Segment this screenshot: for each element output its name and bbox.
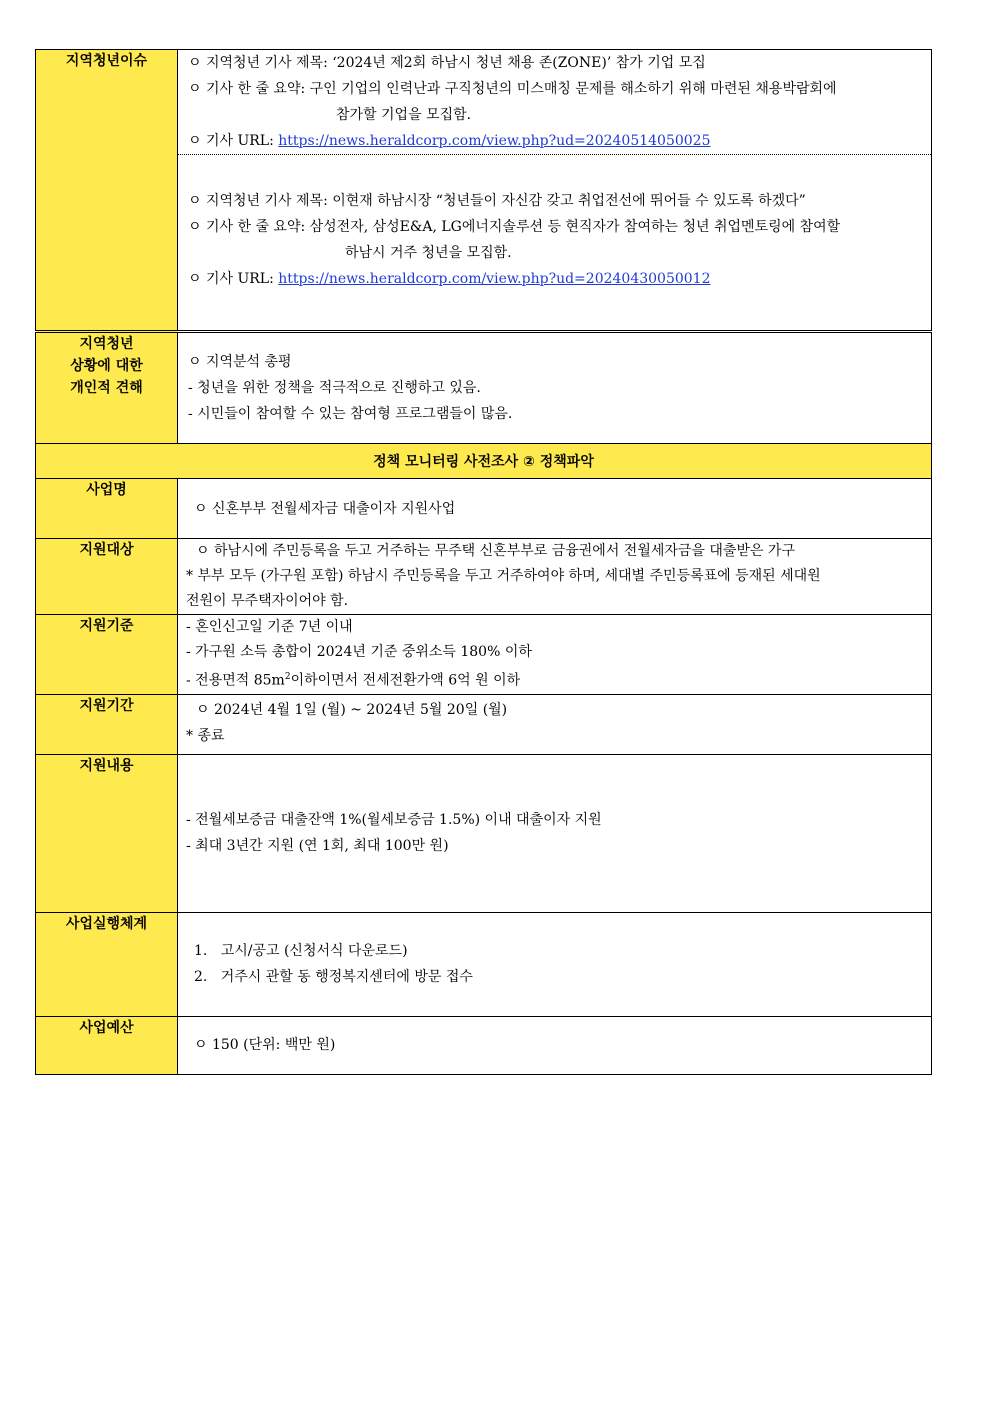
opinion-line-3: - 시민들이 참여할 수 있는 참여형 프로그램들이 많음. bbox=[188, 406, 513, 422]
policy-system-row bbox=[36, 912, 932, 1016]
policy-budget-row bbox=[36, 1016, 932, 1074]
period-line-1: ㅇ 2024년 4월 1일 (월) ~ 2024년 5월 20일 (월) bbox=[196, 701, 508, 718]
policy-period-label: 지원기간 bbox=[36, 694, 178, 754]
system-line-1: 1. 고시/공고 (신청서식 다운로드) bbox=[194, 943, 408, 960]
content-line-1: - 전월세보증금 대출잔액 1%(월세보증금 1.5%) 이내 대출이자 지원 bbox=[186, 812, 602, 829]
section-title: 정책 모니터링 사전조사 ② 정책파악 bbox=[36, 444, 932, 479]
policy-content-label: 지원내용 bbox=[36, 754, 178, 912]
criteria-line-3-a: - 전용면적 85m bbox=[186, 672, 285, 689]
article-2-summary: ㅇ 기사 한 줄 요약: 삼성전자, 삼성E&A, LG에너지솔루션 등 현직자가 참여하는 청년 취업멘토링에 참여할 bbox=[188, 219, 841, 235]
article-1-url-link[interactable]: https://news.heraldcorp.com/view.php?ud=20240514050025 bbox=[278, 133, 711, 149]
policy-period-content bbox=[178, 694, 932, 754]
opinion-label-line3: 개인적 견해 bbox=[70, 380, 143, 396]
criteria-line-3-b: 이하이면서 전세전환가액 6억 원 이하 bbox=[290, 672, 521, 689]
policy-criteria-row bbox=[36, 615, 932, 695]
budget-value: ㅇ 150 (단위: 백만 원) bbox=[194, 1037, 336, 1054]
policy-system-label: 사업실행체계 bbox=[36, 912, 178, 1016]
policy-content-row bbox=[36, 754, 932, 912]
article-1-summary-cont: 참가할 기업을 모집함. bbox=[336, 107, 472, 123]
policy-target-content bbox=[178, 539, 932, 615]
criteria-line-3 bbox=[186, 665, 921, 694]
policy-name-label: 사업명 bbox=[36, 479, 178, 539]
article-2-url-prefix: ㅇ 기사 URL: bbox=[188, 271, 279, 287]
opinion-label bbox=[36, 332, 178, 444]
policy-document-table bbox=[35, 49, 932, 1075]
policy-criteria-content bbox=[178, 615, 932, 695]
issues-content bbox=[178, 50, 932, 332]
content-line-2: - 최대 3년간 지원 (연 1회, 최대 100만 원) bbox=[186, 838, 449, 855]
policy-name-value: ㅇ 신혼부부 전월세자금 대출이자 지원사업 bbox=[194, 500, 456, 517]
policy-name-content bbox=[178, 479, 932, 539]
opinion-content bbox=[178, 332, 932, 444]
article-1-title: ㅇ 지역청년 기사 제목: ‘2024년 제2회 하남시 청년 채용 존(ZONE)’ 참가 기업 모집 bbox=[188, 55, 706, 71]
target-line-1: ㅇ 하남시에 주민등록을 두고 거주하는 무주택 신혼부부로 금융권에서 전월세자금을 대출받은 가구 bbox=[196, 543, 795, 559]
opinion-label-line2: 상황에 대한 bbox=[70, 358, 143, 374]
policy-system-content bbox=[178, 912, 932, 1016]
target-line-2: * 부부 모두 (가구원 포함) 하남시 주민등록을 두고 거주하여야 하며, 세대별 주민등록표에 등재된 세대원 bbox=[186, 568, 821, 584]
issues-row bbox=[36, 50, 932, 332]
article-1-summary: ㅇ 기사 한 줄 요약: 구인 기업의 인력난과 구직청년의 미스매칭 문제를 해소하기 위해 마련된 채용박람회에 bbox=[188, 81, 837, 97]
policy-target-label: 지원대상 bbox=[36, 539, 178, 615]
criteria-line-2: - 가구원 소득 총합이 2024년 기준 중위소득 180% 이하 bbox=[186, 644, 532, 660]
system-line-2: 2. 거주시 관할 동 행정복지센터에 방문 접수 bbox=[194, 969, 473, 986]
criteria-line-1: - 혼인신고일 기준 7년 이내 bbox=[186, 619, 353, 635]
article-2 bbox=[178, 155, 931, 292]
policy-name-row bbox=[36, 479, 932, 539]
opinion-line-2: - 청년을 위한 정책을 적극적으로 진행하고 있음. bbox=[188, 380, 481, 396]
opinion-label-line1: 지역청년 bbox=[79, 336, 134, 352]
policy-target-row bbox=[36, 539, 932, 615]
period-line-2: * 종료 bbox=[186, 727, 225, 744]
issues-label: 지역청년이슈 bbox=[36, 50, 178, 332]
policy-period-row bbox=[36, 694, 932, 754]
article-1-url-prefix: ㅇ 기사 URL: bbox=[188, 133, 279, 149]
article-2-url-link[interactable]: https://news.heraldcorp.com/view.php?ud=20240430050012 bbox=[278, 271, 711, 287]
opinion-line-1: ㅇ 지역분석 총평 bbox=[188, 354, 292, 370]
policy-budget-content bbox=[178, 1016, 932, 1074]
article-1 bbox=[178, 50, 931, 154]
target-line-3: 전원이 무주택자이어야 함. bbox=[186, 593, 349, 609]
policy-content-content bbox=[178, 754, 932, 912]
article-1-url-line bbox=[188, 128, 921, 154]
article-2-url-line bbox=[188, 266, 921, 292]
opinion-row bbox=[36, 332, 932, 444]
article-2-summary-cont: 하남시 거주 청년을 모집함. bbox=[345, 245, 512, 261]
section-header-row bbox=[36, 444, 932, 479]
article-2-title: ㅇ 지역청년 기사 제목: 이현재 하남시장 “청년들이 자신감 갖고 취업전선에 뛰어들 수 있도록 하겠다” bbox=[188, 193, 806, 209]
policy-budget-label: 사업예산 bbox=[36, 1016, 178, 1074]
policy-criteria-label: 지원기준 bbox=[36, 615, 178, 695]
criteria-line-3-sup: 2 bbox=[284, 672, 291, 682]
